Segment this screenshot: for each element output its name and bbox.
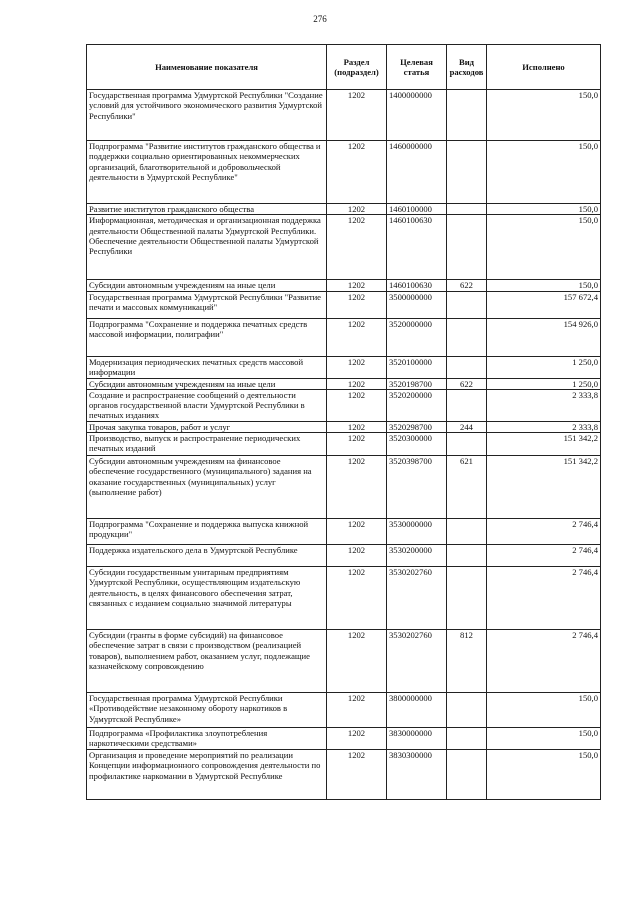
table-row (87, 750, 601, 800)
table-row (87, 291, 601, 318)
cell-section: 1202 (327, 456, 387, 519)
cell-name: Организация и проведение мероприятий по реализации Концепции информационного сопровождения деятельности по профилактике наркомании в Удмуртской Республике (87, 750, 327, 800)
cell-target: 3520198700 (387, 378, 447, 389)
cell-target: 3520298700 (387, 421, 447, 432)
cell-value: 150,0 (487, 280, 601, 291)
cell-section: 1202 (327, 141, 387, 204)
cell-expense (447, 291, 487, 318)
table-row (87, 378, 601, 389)
cell-target: 3800000000 (387, 693, 447, 728)
cell-target: 1460100630 (387, 215, 447, 280)
cell-target: 3520398700 (387, 456, 447, 519)
cell-section: 1202 (327, 318, 387, 356)
budget-execution-table (86, 44, 601, 800)
cell-section: 1202 (327, 433, 387, 456)
cell-expense: 622 (447, 378, 487, 389)
cell-expense (447, 204, 487, 215)
cell-name: Информационная, методическая и организационная поддержка деятельности Общественной палаты Удмуртской Республики. Обеспечение деятельности Общественной палаты Удмуртской Республики (87, 215, 327, 280)
cell-target: 3530000000 (387, 519, 447, 545)
cell-target: 3530202760 (387, 567, 447, 630)
cell-target: 3520200000 (387, 389, 447, 421)
cell-name: Государственная программа Удмуртской Республики "Развитие печати и массовых коммуникаций" (87, 291, 327, 318)
cell-name: Подпрограмма "Сохранение и поддержка выпуска книжной продукции" (87, 519, 327, 545)
cell-section: 1202 (327, 545, 387, 567)
cell-name: Подпрограмма «Профилактика злоупотребления наркотическими средствами» (87, 728, 327, 750)
cell-expense (447, 318, 487, 356)
table-body (87, 90, 601, 800)
table-header-row (87, 45, 601, 90)
cell-value: 2 333,8 (487, 421, 601, 432)
cell-section: 1202 (327, 519, 387, 545)
cell-value: 1 250,0 (487, 378, 601, 389)
cell-target: 1460000000 (387, 141, 447, 204)
header-expense: Вид расходов (447, 45, 487, 90)
table-row (87, 519, 601, 545)
cell-target: 3830300000 (387, 750, 447, 800)
cell-expense: 812 (447, 630, 487, 693)
table-row (87, 728, 601, 750)
cell-expense: 622 (447, 280, 487, 291)
cell-target: 1400000000 (387, 90, 447, 141)
cell-value: 2 746,4 (487, 545, 601, 567)
cell-expense (447, 545, 487, 567)
cell-expense (447, 433, 487, 456)
cell-target: 3520100000 (387, 356, 447, 378)
header-value: Исполнено (487, 45, 601, 90)
cell-name: Субсидии (гранты в форме субсидий) на финансовое обеспечение затрат в связи с производством (реализацией товаров), выполнением работ, оказанием услуг, подлежащие казначейскому сопровождению (87, 630, 327, 693)
cell-expense (447, 141, 487, 204)
cell-target: 3530200000 (387, 545, 447, 567)
table-row (87, 280, 601, 291)
page-number: 276 (313, 14, 327, 24)
cell-section: 1202 (327, 389, 387, 421)
cell-section: 1202 (327, 693, 387, 728)
cell-name: Субсидии государственным унитарным предприятиям Удмуртской Республики, осуществляющим издательскую деятельность, в целях финансового обеспечения затрат, связанных с изданием социально значимой литературы (87, 567, 327, 630)
table-row (87, 356, 601, 378)
table-row (87, 545, 601, 567)
cell-value: 2 746,4 (487, 567, 601, 630)
cell-name: Производство, выпуск и распространение периодических печатных изданий (87, 433, 327, 456)
cell-name: Поддержка издательского дела в Удмуртской Республике (87, 545, 327, 567)
cell-section: 1202 (327, 204, 387, 215)
cell-expense (447, 519, 487, 545)
cell-target: 3500000000 (387, 291, 447, 318)
cell-name: Субсидии автономным учреждениям на финансовое обеспечение государственного (муниципального) задания на оказание государственных (муниципальных) услуг (выполнение работ) (87, 456, 327, 519)
cell-name: Создание и распространение сообщений о деятельности органов государственной власти Удмуртской Республики в печатных изданиях (87, 389, 327, 421)
cell-expense (447, 389, 487, 421)
cell-target: 1460100630 (387, 280, 447, 291)
cell-value: 150,0 (487, 90, 601, 141)
cell-expense (447, 728, 487, 750)
cell-name: Развитие институтов гражданского общества (87, 204, 327, 215)
cell-value: 150,0 (487, 693, 601, 728)
cell-value: 150,0 (487, 141, 601, 204)
table-row (87, 567, 601, 630)
table-row (87, 421, 601, 432)
cell-value: 1 250,0 (487, 356, 601, 378)
cell-value: 2 333,8 (487, 389, 601, 421)
cell-value: 154 926,0 (487, 318, 601, 356)
table-row (87, 215, 601, 280)
cell-section: 1202 (327, 215, 387, 280)
cell-expense: 621 (447, 456, 487, 519)
cell-value: 150,0 (487, 750, 601, 800)
cell-target: 1460100000 (387, 204, 447, 215)
cell-name: Модернизация периодических печатных средств массовой информации (87, 356, 327, 378)
cell-name: Субсидии автономным учреждениям на иные цели (87, 280, 327, 291)
cell-name: Подпрограмма "Сохранение и поддержка печатных средств массовой информации, полиграфии" (87, 318, 327, 356)
cell-expense: 244 (447, 421, 487, 432)
cell-value: 157 672,4 (487, 291, 601, 318)
cell-value: 150,0 (487, 728, 601, 750)
cell-expense (447, 750, 487, 800)
table-row (87, 389, 601, 421)
cell-section: 1202 (327, 630, 387, 693)
table-row (87, 318, 601, 356)
cell-section: 1202 (327, 750, 387, 800)
cell-name: Подпрограмма "Развитие институтов гражданского общества и поддержки социально ориентированных некоммерческих организаций, благотворительной и добровольческой деятельности в Удмуртской Республике" (87, 141, 327, 204)
cell-target: 3520000000 (387, 318, 447, 356)
cell-name: Субсидии автономным учреждениям на иные цели (87, 378, 327, 389)
cell-target: 3530202760 (387, 630, 447, 693)
cell-expense (447, 215, 487, 280)
table-row (87, 433, 601, 456)
cell-expense (447, 90, 487, 141)
table-row (87, 141, 601, 204)
cell-section: 1202 (327, 291, 387, 318)
cell-value: 151 342,2 (487, 433, 601, 456)
cell-name: Прочая закупка товаров, работ и услуг (87, 421, 327, 432)
cell-section: 1202 (327, 421, 387, 432)
cell-section: 1202 (327, 356, 387, 378)
cell-target: 3520300000 (387, 433, 447, 456)
cell-section: 1202 (327, 728, 387, 750)
table-row (87, 456, 601, 519)
cell-target: 3830000000 (387, 728, 447, 750)
table-row (87, 693, 601, 728)
header-target: Целевая статья (387, 45, 447, 90)
cell-section: 1202 (327, 378, 387, 389)
table-row (87, 630, 601, 693)
cell-expense (447, 567, 487, 630)
header-section: Раздел (подраздел) (327, 45, 387, 90)
cell-name: Государственная программа Удмуртской Республики "Создание условий для устойчивого экономического развития Удмуртской Республики" (87, 90, 327, 141)
cell-value: 150,0 (487, 215, 601, 280)
table-row (87, 90, 601, 141)
cell-expense (447, 693, 487, 728)
cell-section: 1202 (327, 90, 387, 141)
header-name: Наименование показателя (87, 45, 327, 90)
cell-name: Государственная программа Удмуртской Республики «Противодействие незаконному обороту наркотиков в Удмуртской Республике» (87, 693, 327, 728)
table-row (87, 204, 601, 215)
cell-section: 1202 (327, 280, 387, 291)
cell-section: 1202 (327, 567, 387, 630)
cell-value: 151 342,2 (487, 456, 601, 519)
cell-expense (447, 356, 487, 378)
cell-value: 2 746,4 (487, 519, 601, 545)
cell-value: 150,0 (487, 204, 601, 215)
cell-value: 2 746,4 (487, 630, 601, 693)
